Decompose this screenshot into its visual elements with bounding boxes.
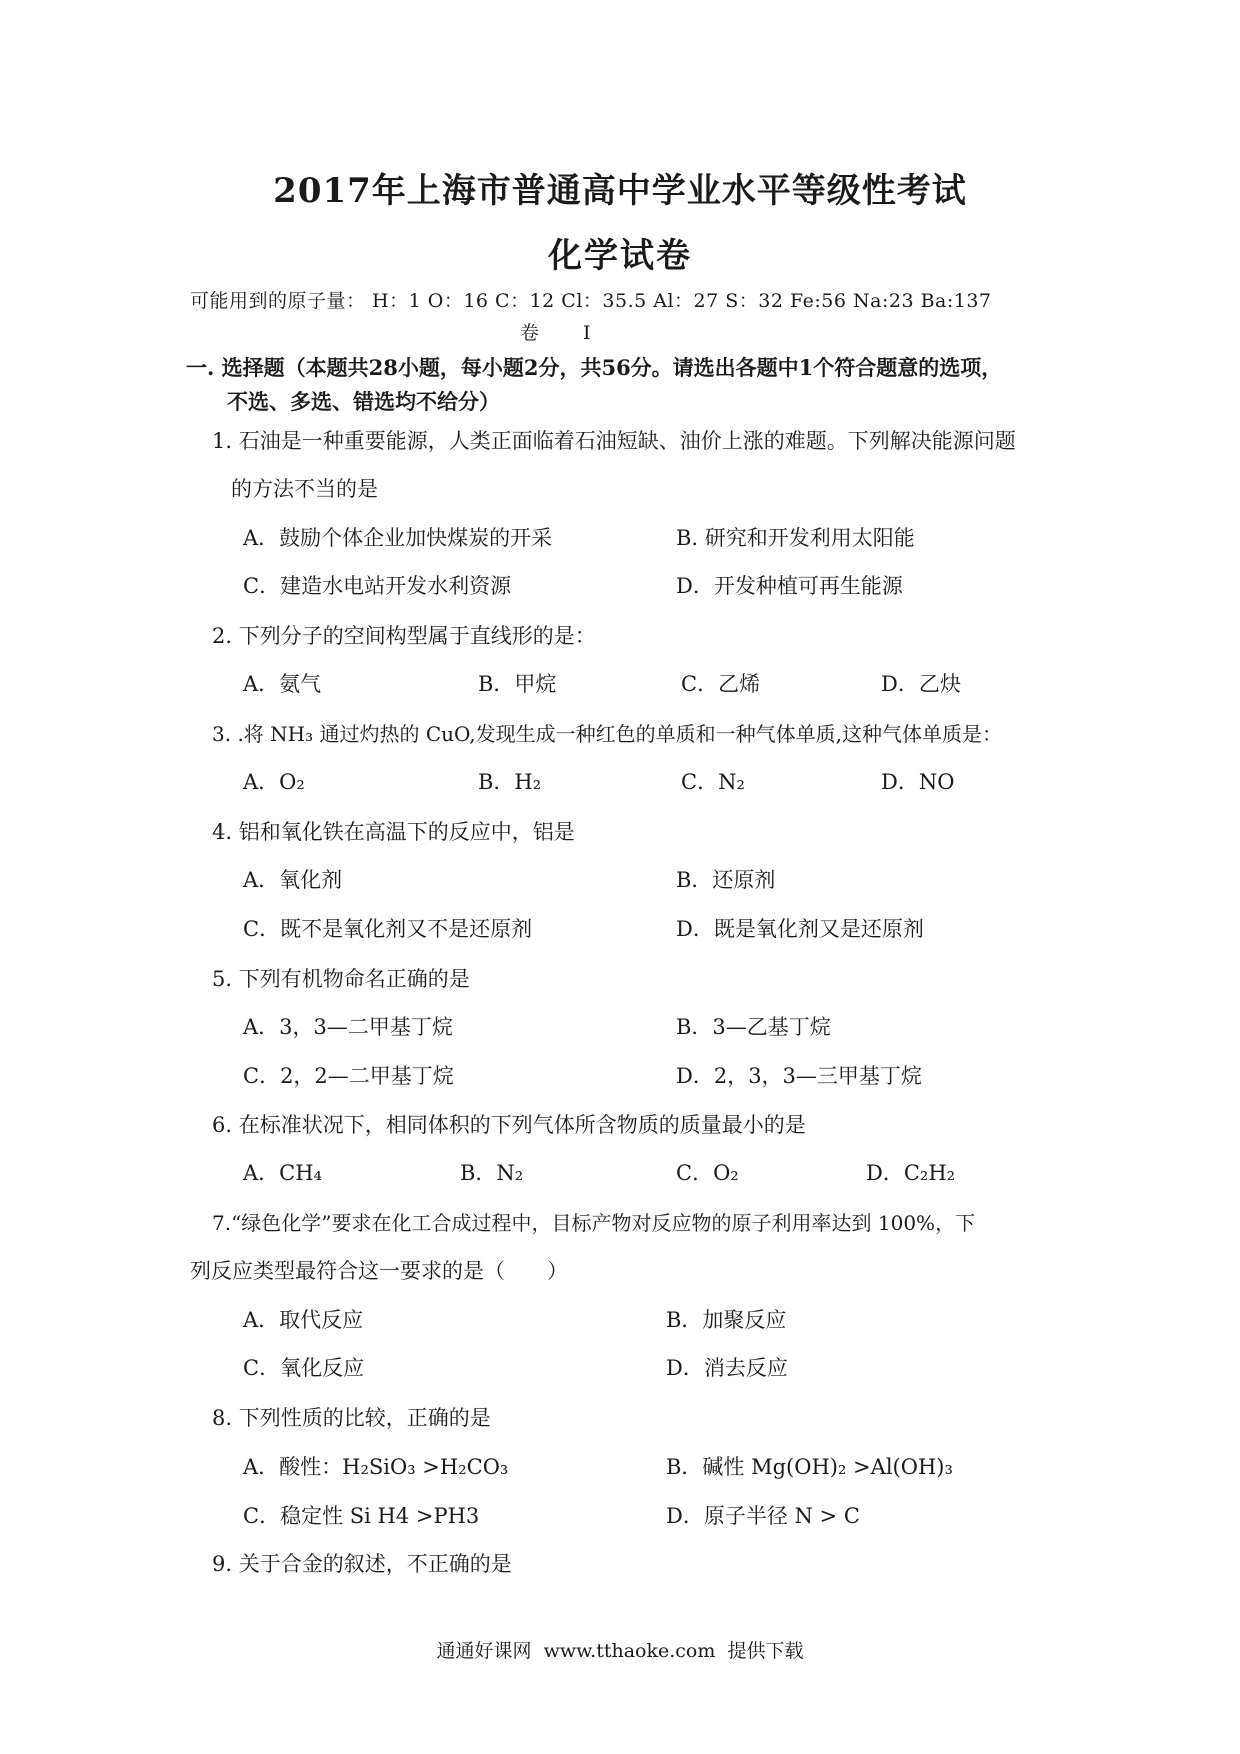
section-heading-cont: 不选、多选、错选均不给分） (227, 389, 500, 414)
question-3-stem: 3. .将 NH₃ 通过灼热的 CuO,发现生成一种红色的单质和一种气体单质,这种气体单质是： (212, 722, 1002, 746)
footer-text-b: 提供下载 (727, 1640, 804, 1662)
question-1-stem: 1. 石油是一种重要能源，人类正面临着石油短缺、油价上涨的难题。下列解决能源问题 (212, 429, 1016, 453)
question-7-option-a: A．取代反应 (243, 1308, 364, 1332)
question-7-option-d: D．消去反应 (666, 1356, 788, 1380)
question-6-option-c: C．O₂ (676, 1161, 739, 1185)
question-4-option-d: D．既是氧化剂又是还原剂 (676, 917, 924, 941)
page-footer (0, 1636, 1240, 1663)
section-heading: 一. 选择题（本题共28小题，每小题2分，共56分。请选出各题中1个符合题意的选项， (186, 355, 1003, 380)
question-4-stem: 4. 铝和氧化铁在高温下的反应中，铝是 (212, 820, 575, 844)
question-7-option-c: C．氧化反应 (243, 1356, 365, 1380)
question-3-option-b: B．H₂ (478, 770, 542, 794)
question-8-option-d: D．原子半径 N > C (666, 1504, 860, 1528)
question-2-option-b: B．甲烷 (478, 672, 557, 696)
question-9-stem: 9. 关于合金的叙述，不正确的是 (212, 1552, 512, 1576)
question-7-stem-cont: 列反应类型最符合这一要求的是（ ） (190, 1259, 568, 1283)
question-6-option-d: D．C₂H₂ (866, 1161, 956, 1185)
question-2-option-d: D．乙炔 (881, 672, 961, 696)
question-6-stem: 6. 在标准状况下，相同体积的下列气体所含物质的质量最小的是 (212, 1113, 806, 1137)
volume-label-b: I (583, 322, 591, 344)
exam-subtitle: 化学试卷 (548, 236, 692, 276)
question-7-option-b: B．加聚反应 (666, 1308, 787, 1332)
question-4-option-c: C．既不是氧化剂又不是还原剂 (243, 917, 533, 941)
question-4-option-a: A．氧化剂 (243, 868, 343, 892)
question-2-option-c: C．乙烯 (681, 672, 761, 696)
question-4-option-b: B．还原剂 (676, 868, 776, 892)
question-1-stem-cont: 的方法不当的是 (231, 477, 378, 501)
question-5-option-a: A．3，3—二甲基丁烷 (243, 1015, 453, 1039)
question-6-option-b: B．N₂ (460, 1161, 524, 1185)
question-8-option-b: B．碱性 Mg(OH)₂ >Al(OH)₃ (666, 1455, 953, 1479)
volume-label (520, 318, 635, 345)
question-8-option-a: A．酸性：H₂SiO₃ >H₂CO₃ (243, 1455, 509, 1479)
question-5-option-c: C．2，2—二甲基丁烷 (243, 1064, 454, 1088)
exam-title: 2017年上海市普通高中学业水平等级性考试 (273, 171, 967, 211)
question-1-option-c: C．建造水电站开发水利资源 (243, 574, 512, 598)
footer-text-a: 通通好课网 (436, 1640, 532, 1662)
volume-label-a: 卷 (520, 322, 540, 344)
question-1-option-d: D．开发种植可再生能源 (676, 574, 903, 598)
question-6-option-a: A．CH₄ (243, 1161, 322, 1185)
atomic-masses: 可能用到的原子量： H：1 O：16 C：12 Cl：35.5 Al：27 S：32 Fe:56 Na:23 Ba:137 (190, 290, 992, 312)
question-3-option-a: A．O₂ (243, 770, 305, 794)
question-2-stem: 2. 下列分子的空间构型属于直线形的是： (212, 624, 596, 648)
question-8-option-c: C．稳定性 Si H4 >PH3 (243, 1504, 480, 1528)
question-1-option-a: A．鼓励个体企业加快煤炭的开采 (243, 526, 553, 550)
question-5-option-b: B．3—乙基丁烷 (676, 1015, 831, 1039)
question-1-option-b: B. 研究和开发利用太阳能 (676, 526, 915, 550)
question-5-stem: 5. 下列有机物命名正确的是 (212, 967, 470, 991)
question-8-stem: 8. 下列性质的比较，正确的是 (212, 1406, 491, 1430)
question-3-option-c: C．N₂ (681, 770, 745, 794)
question-5-option-d: D．2，3，3—三甲基丁烷 (676, 1064, 922, 1088)
question-7-stem: 7.“绿色化学”要求在化工合成过程中，目标产物对反应物的原子利用率达到 100%，下 (212, 1211, 976, 1235)
question-3-option-d: D．NO (881, 770, 955, 794)
footer-site: www.tthaoke.com (543, 1640, 716, 1662)
question-2-option-a: A．氨气 (243, 672, 322, 696)
